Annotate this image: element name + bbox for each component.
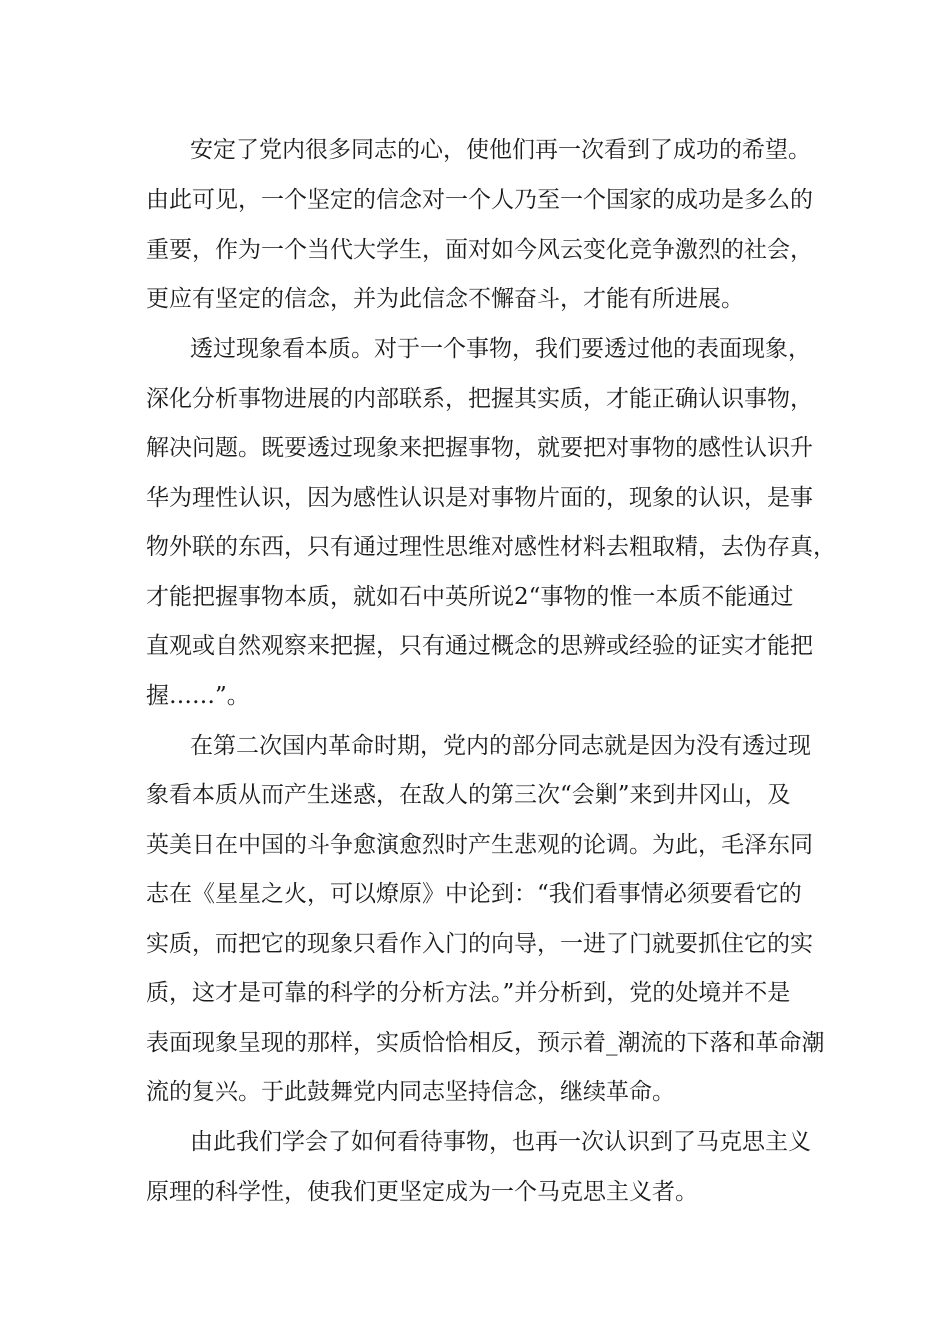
text-line: 直观或自然观察来把握，只有通过概念的思辨或经验的证实才能把 [146, 633, 813, 659]
text-line: 表面现象呈现的那样，实质恰恰相反，预示着_潮流的下落和革命潮 [146, 1030, 825, 1056]
text-line: 原理的科学性，使我们更坚定成为一个马克思主义者。 [146, 1179, 698, 1205]
text-line: 解决问题。既要透过现象来把握事物，就要把对事物的感性认识升 [146, 435, 813, 461]
text-line: 更应有坚定的信念，并为此信念不懈奋斗，才能有所进展。 [146, 286, 744, 312]
text-line: 才能把握事物本质，就如石中英所说2“事物的惟一本质不能通过 [146, 584, 794, 610]
text-line: 志在《星星之火，可以燎原》中论到：“我们看事情必须要看它的 [146, 881, 802, 907]
text-line: 华为理性认识，因为感性认识是对事物片面的，现象的认识，是事 [146, 485, 813, 511]
text-line: 透过现象看本质。对于一个事物，我们要透过他的表面现象， [190, 336, 811, 362]
text-line: 深化分析事物进展的内部联系，把握其实质，才能正确认识事物， [146, 386, 813, 412]
text-line: 在第二次国内革命时期，党内的部分同志就是因为没有透过现 [190, 733, 811, 759]
text-line: 安定了党内很多同志的心，使他们再一次看到了成功的希望。 [190, 137, 811, 163]
text-line: 重要，作为一个当代大学生，面对如今风云变化竞争激烈的社会， [146, 237, 813, 263]
text-line: 象看本质从而产生迷惑，在敌人的第三次“会剿”来到井冈山，及 [146, 782, 791, 808]
text-line: 流的复兴。于此鼓舞党内同志坚持信念，继续革命。 [146, 1079, 675, 1105]
text-line: 由此可见，一个坚定的信念对一个人乃至一个国家的成功是多么的 [146, 187, 813, 213]
text-line: 质，这才是可靠的科学的分析方法。”并分析到，党的处境并不是 [146, 980, 791, 1006]
text-line: 由此我们学会了如何看待事物，也再一次认识到了马克思主义 [190, 1129, 811, 1155]
text-line: 实质，而把它的现象只看作入门的向导，一进了门就要抓住它的实 [146, 931, 813, 957]
text-line: 握……”。 [146, 683, 250, 709]
text-line: 英美日在中国的斗争愈演愈烈时产生悲观的论调。为此，毛泽东同 [146, 832, 813, 858]
text-line: 物外联的东西，只有通过理性思维对感性材料去粗取精，去伪存真， [146, 534, 836, 560]
